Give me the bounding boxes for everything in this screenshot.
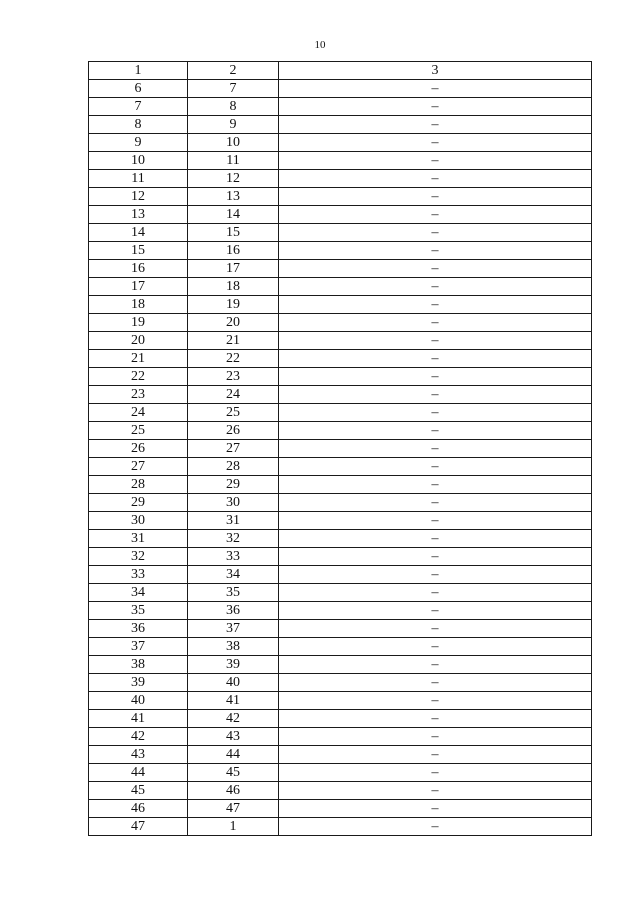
table-cell: 40	[89, 692, 188, 710]
table-row	[89, 638, 592, 656]
table-row	[89, 440, 592, 458]
table-cell: –	[279, 152, 592, 170]
table-row	[89, 548, 592, 566]
table-cell: 13	[89, 206, 188, 224]
table-cell: 47	[188, 800, 279, 818]
table-cell: 29	[89, 494, 188, 512]
table-cell: 12	[188, 170, 279, 188]
table-cell: 20	[89, 332, 188, 350]
table-cell: 26	[188, 422, 279, 440]
table-cell: 7	[188, 80, 279, 98]
table-cell: 27	[188, 440, 279, 458]
table-row	[89, 278, 592, 296]
table-row	[89, 458, 592, 476]
table-cell: 10	[188, 134, 279, 152]
table-cell: 34	[188, 566, 279, 584]
table-row	[89, 512, 592, 530]
table-row	[89, 134, 592, 152]
table-cell: –	[279, 404, 592, 422]
table-cell: 25	[89, 422, 188, 440]
table-cell: 35	[89, 602, 188, 620]
table-cell: 41	[89, 710, 188, 728]
table-cell: –	[279, 674, 592, 692]
table-cell: 16	[188, 242, 279, 260]
table-cell: –	[279, 116, 592, 134]
table-cell: 39	[89, 674, 188, 692]
table-cell: 25	[188, 404, 279, 422]
table-cell: –	[279, 512, 592, 530]
table-cell: 17	[89, 278, 188, 296]
table-row	[89, 170, 592, 188]
table-row	[89, 818, 592, 836]
table-cell: 30	[188, 494, 279, 512]
table-row	[89, 368, 592, 386]
table-cell: 29	[188, 476, 279, 494]
table-cell: 23	[188, 368, 279, 386]
table-cell: –	[279, 764, 592, 782]
table-cell: 36	[188, 602, 279, 620]
table-row	[89, 674, 592, 692]
table-row	[89, 386, 592, 404]
table-cell: 21	[188, 332, 279, 350]
column-header: 3	[279, 62, 592, 80]
table-row	[89, 566, 592, 584]
column-header: 1	[89, 62, 188, 80]
table-cell: 45	[188, 764, 279, 782]
table-cell: 27	[89, 458, 188, 476]
table-cell: –	[279, 692, 592, 710]
table-cell: 38	[89, 656, 188, 674]
table-cell: –	[279, 620, 592, 638]
table-row	[89, 314, 592, 332]
table-row	[89, 242, 592, 260]
table-cell: 34	[89, 584, 188, 602]
table-header-row	[89, 62, 592, 80]
table-cell: –	[279, 800, 592, 818]
table-cell: 35	[188, 584, 279, 602]
table-cell: –	[279, 548, 592, 566]
table-cell: –	[279, 350, 592, 368]
table-cell: –	[279, 386, 592, 404]
table-cell: –	[279, 476, 592, 494]
table-row	[89, 800, 592, 818]
table-row	[89, 206, 592, 224]
table-cell: 43	[89, 746, 188, 764]
table-row	[89, 656, 592, 674]
table-cell: 9	[188, 116, 279, 134]
table-cell: –	[279, 170, 592, 188]
table-row	[89, 80, 592, 98]
table-cell: –	[279, 278, 592, 296]
table-cell: 18	[188, 278, 279, 296]
table-cell: 11	[188, 152, 279, 170]
table-cell: 14	[89, 224, 188, 242]
table-cell: –	[279, 332, 592, 350]
table-cell: –	[279, 584, 592, 602]
table-cell: 21	[89, 350, 188, 368]
table-cell: 24	[89, 404, 188, 422]
table-row	[89, 332, 592, 350]
table-cell: –	[279, 98, 592, 116]
table-cell: 31	[188, 512, 279, 530]
table-cell: 10	[89, 152, 188, 170]
table-cell: 1	[188, 818, 279, 836]
table-cell: 46	[89, 800, 188, 818]
table-cell: –	[279, 422, 592, 440]
table-cell: 19	[188, 296, 279, 314]
table-cell: 41	[188, 692, 279, 710]
table-row	[89, 350, 592, 368]
table-cell: 6	[89, 80, 188, 98]
table-cell: 46	[188, 782, 279, 800]
table-cell: –	[279, 566, 592, 584]
table-cell: 17	[188, 260, 279, 278]
table-row	[89, 782, 592, 800]
column-header: 2	[188, 62, 279, 80]
table-row	[89, 530, 592, 548]
table-row	[89, 116, 592, 134]
table-cell: 26	[89, 440, 188, 458]
table-row	[89, 152, 592, 170]
table-cell: –	[279, 710, 592, 728]
table-cell: –	[279, 260, 592, 278]
table-cell: 8	[89, 116, 188, 134]
table-cell: –	[279, 80, 592, 98]
table-cell: 15	[89, 242, 188, 260]
table-cell: 7	[89, 98, 188, 116]
table-cell: 30	[89, 512, 188, 530]
table-cell: –	[279, 530, 592, 548]
table-row	[89, 98, 592, 116]
table-cell: 20	[188, 314, 279, 332]
table-cell: 14	[188, 206, 279, 224]
table-row	[89, 602, 592, 620]
table-cell: 37	[89, 638, 188, 656]
table-cell: 33	[89, 566, 188, 584]
table-cell: 38	[188, 638, 279, 656]
table-cell: –	[279, 602, 592, 620]
table-cell: 28	[89, 476, 188, 494]
table-cell: –	[279, 206, 592, 224]
table-cell: –	[279, 134, 592, 152]
table-cell: –	[279, 224, 592, 242]
table-cell: 15	[188, 224, 279, 242]
page-number: 10	[314, 39, 326, 51]
table-cell: –	[279, 458, 592, 476]
table-cell: –	[279, 818, 592, 836]
table-cell: –	[279, 296, 592, 314]
table-row	[89, 404, 592, 422]
table-cell: 32	[89, 548, 188, 566]
table-body	[89, 80, 592, 836]
table-cell: 42	[188, 710, 279, 728]
table-row	[89, 188, 592, 206]
table-cell: 9	[89, 134, 188, 152]
table-cell: 39	[188, 656, 279, 674]
table-cell: 16	[89, 260, 188, 278]
table-row	[89, 422, 592, 440]
table-cell: 45	[89, 782, 188, 800]
table-cell: 37	[188, 620, 279, 638]
table-cell: 22	[89, 368, 188, 386]
table-cell: 22	[188, 350, 279, 368]
table-row	[89, 494, 592, 512]
table-row	[89, 692, 592, 710]
table-row	[89, 728, 592, 746]
table-row	[89, 764, 592, 782]
table-row	[89, 584, 592, 602]
table-row	[89, 260, 592, 278]
table-row	[89, 746, 592, 764]
table-cell: 8	[188, 98, 279, 116]
table-cell: 36	[89, 620, 188, 638]
table-cell: 44	[89, 764, 188, 782]
table-cell: –	[279, 746, 592, 764]
table-cell: 33	[188, 548, 279, 566]
table-row	[89, 296, 592, 314]
table-cell: –	[279, 368, 592, 386]
table-cell: 40	[188, 674, 279, 692]
table-cell: 31	[89, 530, 188, 548]
table-cell: 12	[89, 188, 188, 206]
table-cell: –	[279, 440, 592, 458]
table-cell: –	[279, 494, 592, 512]
table-cell: –	[279, 656, 592, 674]
table-cell: 43	[188, 728, 279, 746]
table-cell: –	[279, 638, 592, 656]
table-cell: –	[279, 188, 592, 206]
table-cell: 23	[89, 386, 188, 404]
table-row	[89, 224, 592, 242]
table-cell: 42	[89, 728, 188, 746]
table-cell: 13	[188, 188, 279, 206]
table-cell: –	[279, 782, 592, 800]
data-table	[88, 61, 592, 836]
table-row	[89, 620, 592, 638]
table-cell: 47	[89, 818, 188, 836]
table-cell: 19	[89, 314, 188, 332]
table-cell: 44	[188, 746, 279, 764]
table-cell: 28	[188, 458, 279, 476]
table-cell: –	[279, 314, 592, 332]
table-row	[89, 476, 592, 494]
table-cell: 11	[89, 170, 188, 188]
table-cell: 32	[188, 530, 279, 548]
table-cell: 18	[89, 296, 188, 314]
table-row	[89, 710, 592, 728]
table-cell: 24	[188, 386, 279, 404]
table-cell: –	[279, 242, 592, 260]
table-cell: –	[279, 728, 592, 746]
